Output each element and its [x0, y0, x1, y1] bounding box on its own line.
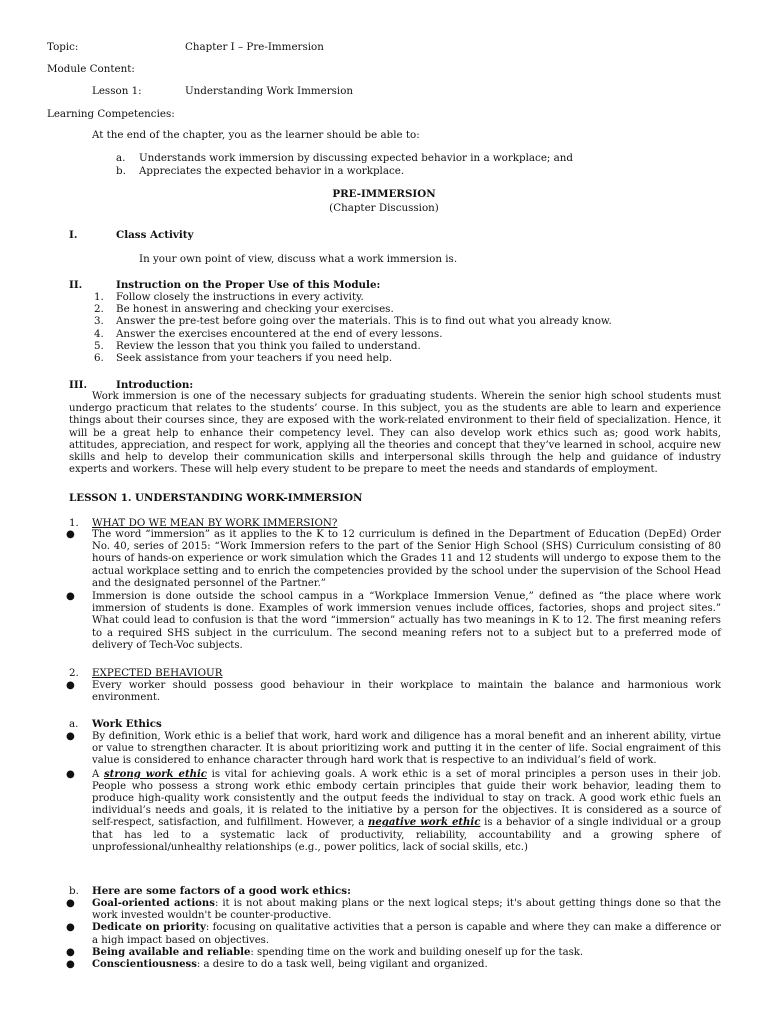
part-heading: WHAT DO WE MEAN BY WORK IMMERSION? [92, 517, 338, 529]
bullet-icon: ● [66, 959, 75, 971]
negative-work-ethic-term: negative work ethic [368, 817, 481, 829]
bullet-item [66, 731, 721, 768]
list-marker: 5. [94, 339, 104, 352]
list-marker: 2. [94, 303, 104, 316]
list-item [94, 352, 736, 365]
list-text: Seek assistance from your teachers if you need help. [116, 352, 393, 365]
bullet-icon: ● [66, 591, 75, 603]
strong-work-ethic-term: strong work ethic [104, 768, 207, 780]
learning-competencies-label: Learning Competencies: [47, 108, 175, 120]
bullet-icon: ● [66, 946, 75, 958]
factor-item [66, 898, 721, 922]
bullet-text-part: is a behavior of a single individual or a group that has led to a systematic lack of productivity, reliability, accountability and a growing sphere of unprofessional/unhealthy relationships (e.g., power politics, lack of social skills, etc.) [92, 817, 721, 853]
module-content-label: Module Content: [47, 63, 135, 75]
list-marker: 6. [94, 352, 104, 365]
lesson-heading: LESSON 1. UNDERSTANDING WORK-IMMERSION [69, 492, 363, 504]
factor-text: : focusing on qualitative activities that a person is capable and where they can make a difference or a high impact based on objectives. [92, 922, 721, 946]
topic-value: Chapter I – Pre-Immersion [185, 41, 324, 53]
part-marker: 2. [69, 667, 79, 679]
list-marker: 3. [94, 315, 104, 328]
bullet-icon: ● [66, 768, 75, 780]
page-title: PRE-IMMERSION [332, 188, 436, 200]
list-item [94, 339, 736, 352]
lesson-value: Understanding Work Immersion [185, 85, 354, 97]
competency-marker: a. [116, 152, 126, 164]
competency-item: Understands work immersion by discussing expected behavior in a workplace; and [139, 152, 574, 164]
factor-term: Goal-oriented actions [92, 898, 215, 909]
factor-item [66, 946, 721, 959]
bullet-item [66, 680, 721, 704]
bullet-list [66, 731, 722, 854]
bullet-text-part: is vital for achieving goals. A work ethic is a set of moral principles a person uses in their job. People who possess a strong work ethic embody certain principles that guide their work behavior, leading them to produce high-quality work consistently and the output feeds the individual to stay on track. A good work ethic fuels an individual’s needs and goals, it is related to the initiative by a person for the objectives. It is considered as a source of self-respect, satisfaction, and fulfillment. However, a [92, 768, 722, 829]
competency-item: Appreciates the expected behavior in a workplace. [139, 165, 405, 177]
list-text: Answer the pre-test before going over the materials. This is to find out what you already know. [116, 315, 612, 328]
subsection-marker: b. [69, 885, 79, 897]
list-item [94, 291, 736, 303]
bullet-icon: ● [66, 731, 75, 742]
section-heading: Class Activity [116, 229, 194, 241]
class-activity-text: In your own point of view, discuss what a work immersion is. [139, 253, 458, 265]
section-numeral: I. [69, 229, 78, 241]
section-numeral: III. [69, 379, 88, 391]
section-numeral: II. [69, 279, 83, 291]
part-heading: EXPECTED BEHAVIOUR [92, 667, 223, 679]
bullet-item [66, 591, 721, 652]
list-item [94, 327, 736, 340]
bullet-text [92, 769, 721, 853]
bullet-item [66, 768, 722, 854]
instruction-list [94, 291, 736, 365]
bullet-icon: ● [66, 680, 75, 691]
section-heading: Instruction on the Proper Use of this Module: [116, 279, 381, 291]
bullet-text: The word “immersion” as it applies to the K to 12 curriculum is defined in the Department of Education (DepEd) Order No. 40, series of 2015: “Work Immersion refers to the part of the Senior High School (SHS) Curriculum consisting of 80 hours of hands-on experience or work simulation which the Grades 11 and 12 students will undergo to expose them to the actual workplace setting and to enrich the competencies provided by the school under the supervision of the School Head and the designated personnel of the Partner.” [92, 529, 721, 589]
bullet-icon: ● [66, 898, 75, 909]
factor-text: : it is not about making plans or the next logical steps; it's about getting things done so that the work invested wouldn't be counter-productive. [92, 898, 721, 922]
factor-text: : a desire to do a task well, being vigilant and organized. [196, 959, 488, 971]
part-marker: 1. [69, 517, 79, 529]
bullet-list [66, 529, 721, 652]
list-marker: 1. [94, 291, 104, 303]
list-text: Review the lesson that you think you failed to understand. [116, 339, 421, 352]
topic-label: Topic: [47, 41, 79, 53]
bullet-text: By definition, Work ethic is a belief that work, hard work and diligence has a moral benefit and an inherent ability, virtue or value to strengthen character. It is about prioritizing work and putting it in the center of life. Social engraiment of this value is considered to enhance character through hard work that is respective to an individual’s field of work. [92, 731, 721, 767]
bullet-item [66, 529, 721, 590]
section-heading: Introduction: [116, 379, 194, 391]
list-text: Be honest in answering and checking your exercises. [116, 303, 394, 316]
bullet-icon: ● [66, 529, 75, 540]
page-subtitle: (Chapter Discussion) [329, 202, 439, 214]
factor-list [66, 898, 721, 971]
factor-term: Being available and reliable [92, 946, 251, 958]
list-text: Follow closely the instructions in every activity. [116, 291, 364, 303]
factor-term: Conscientiousness [92, 959, 197, 971]
competencies-intro: At the end of the chapter, you as the learner should be able to: [92, 129, 420, 141]
bullet-icon: ● [66, 922, 75, 934]
list-item [94, 303, 736, 316]
lesson-label: Lesson 1: [92, 85, 142, 97]
list-marker: 4. [94, 327, 104, 340]
subsection-marker: a. [69, 718, 79, 730]
bullet-list [66, 680, 721, 704]
factor-item [66, 922, 721, 946]
introduction-paragraph: Work immersion is one of the necessary subjects for graduating students. Wherein the senior high school students must undergo practicum that relates to the students’ course. In this subject, you as the students are able to learn and experience things about their courses since, they are exposed with the work-related environment to their field of specialization. Hence, it will be a great help to enhance their competency level. They can also develop work ethics such as; good work habits, attitudes, appreciation, and respect for work, applying all the theories and concept that they’ve learned in school, acquire new skills and help to develop their communication skills and interpersonal skills through the help and guidance of industry experts and workers. These will help every student to be prepare to meet the needs and standards of employment. [69, 391, 721, 476]
subsection-heading: Work Ethics [92, 718, 162, 730]
competency-marker: b. [116, 165, 126, 177]
factor-term: Dedicate on priority [92, 922, 206, 934]
factor-text: : spending time on the work and building oneself up for the task. [250, 946, 584, 958]
factor-item [66, 959, 721, 971]
subsection-heading: Here are some factors of a good work ethics: [92, 885, 351, 897]
bullet-text: Every worker should possess good behaviour in their workplace to maintain the balance and harmonious work environment. [92, 680, 721, 704]
bullet-text: Immersion is done outside the school campus in a “Workplace Immersion Venue,” defined as “the place where work immersion of students is done. Examples of work immersion venues include offices, factories, shops and project sites.” What could lead to confusion is that the word “immersion” actually has two meanings in K to 12. The first meaning refers to a required SHS subject in the curriculum. The second meaning refers not to a subject but to a preferred mode of delivery of Tech-Voc subjects. [92, 591, 721, 651]
list-text: Answer the exercises encountered at the end of every lessons. [116, 327, 443, 340]
bullet-text-part: A [92, 768, 104, 780]
list-item [94, 315, 736, 328]
